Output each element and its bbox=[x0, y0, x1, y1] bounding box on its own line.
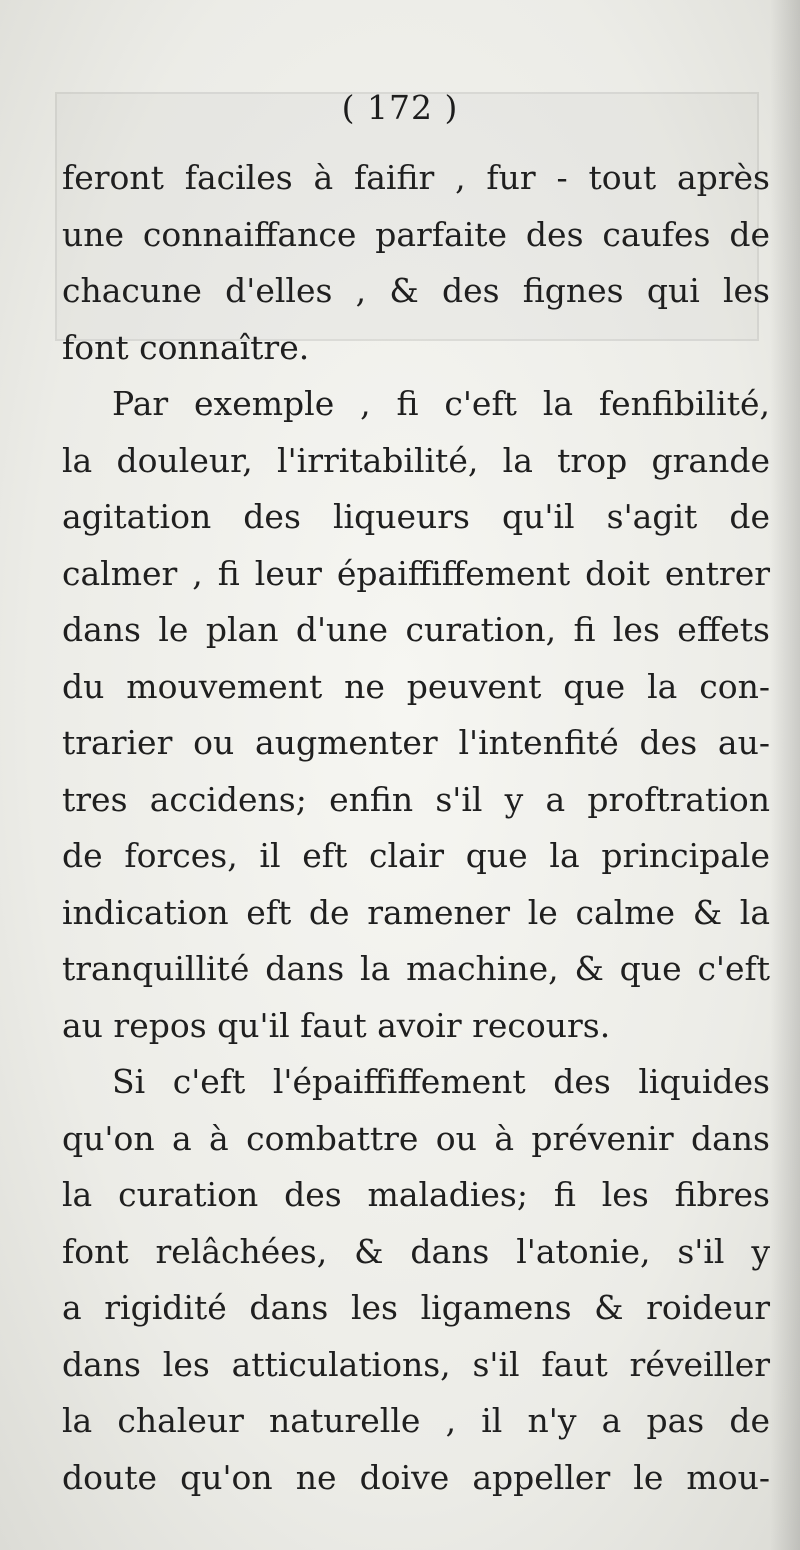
paragraph-start-line: Si c'eft l'épaiffiffement des liquides bbox=[112, 1062, 770, 1101]
text-line: chacune d'elles , & des fignes qui les bbox=[62, 271, 770, 310]
text-line: du mouvement ne peuvent que la con- bbox=[62, 666, 770, 706]
text-line: qu'on a à combattre ou à prévenir dans bbox=[62, 1118, 770, 1158]
text-line: de forces, il eft clair que la principale bbox=[62, 836, 770, 875]
text-line: dans le plan d'une curation, fi les effets bbox=[62, 610, 770, 649]
text-line: tranquillité dans la machine, & que c'eft bbox=[62, 949, 770, 988]
text-line: indication eft de ramener le calme & la bbox=[62, 892, 770, 932]
text-line: a rigidité dans les ligamens & roideur bbox=[62, 1288, 770, 1327]
text-line: doute qu'on ne doive appeller le mou- bbox=[62, 1457, 770, 1497]
paragraph-end-line: font connaître. bbox=[62, 327, 310, 367]
page-number: ( 172 ) bbox=[341, 88, 459, 127]
text-line: agitation des liqueurs qu'il s'agit de bbox=[62, 497, 770, 536]
paragraph-start-line: Par exemple , fi c'eft la fenfibilité, bbox=[112, 384, 770, 423]
paragraph-end-line: au repos qu'il faut avoir recours. bbox=[62, 1005, 611, 1045]
text-line: la douleur, l'irritabilité, la trop grande bbox=[62, 440, 770, 480]
text-line: la curation des maladies; fi les fibres bbox=[62, 1175, 770, 1214]
text-line: font relâchées, & dans l'atonie, s'il y bbox=[62, 1231, 770, 1271]
text-line: feront faciles à faifir , fur - tout après bbox=[62, 158, 770, 197]
text-line: tres accidens; enfin s'il y a proftration bbox=[62, 779, 770, 819]
text-line: une connaiffance parfaite des caufes de bbox=[62, 214, 770, 254]
text-line: trarier ou augmenter l'intenfité des au- bbox=[62, 723, 770, 762]
text-line: la chaleur naturelle , il n'y a pas de bbox=[62, 1401, 770, 1440]
text-line: calmer , fi leur épaiffiffement doit entrer bbox=[62, 553, 770, 593]
body-text bbox=[62, 150, 770, 1506]
text-line: dans les atticulations, s'il faut réveiller bbox=[62, 1344, 770, 1384]
